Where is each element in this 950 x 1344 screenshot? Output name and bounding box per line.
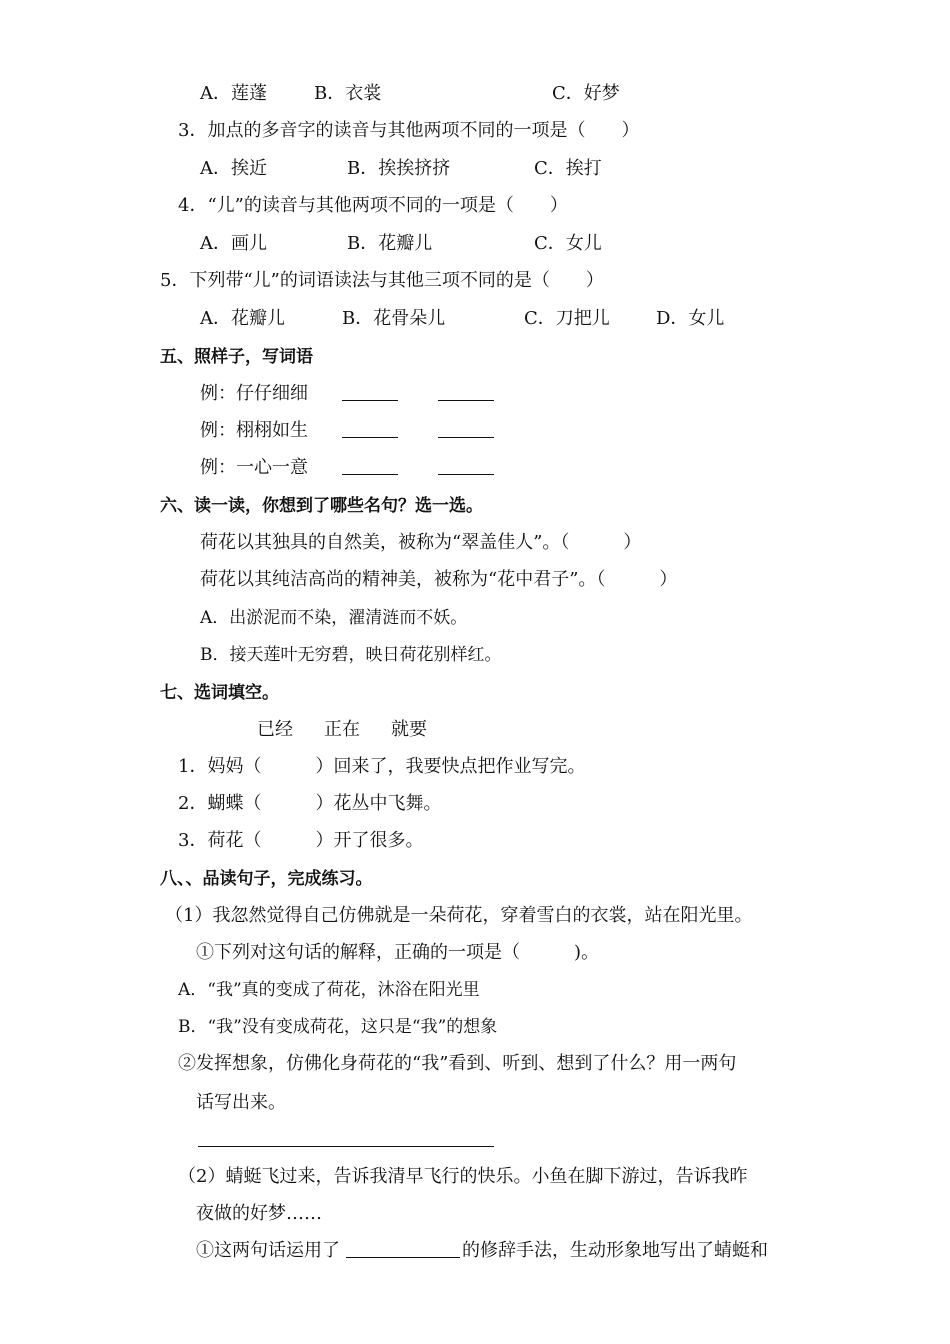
passage-1: （1）我忽然觉得自己仿佛就是一朵荷花，穿着雪白的衣裳，站在阳光里。: [165, 905, 753, 926]
word-choice-3: 就要: [391, 719, 427, 740]
answer-blank[interactable]: [342, 437, 398, 438]
option-a: A．花瓣儿: [200, 308, 285, 329]
option-a: A．画儿: [200, 233, 267, 254]
example-3: 例：一心一意: [200, 457, 308, 478]
answer-blank[interactable]: [342, 474, 398, 475]
example-1: 例：仔仔细细: [200, 383, 308, 404]
rhetoric-blank[interactable]: [346, 1257, 460, 1258]
quote-a: A．出淤泥而不染，濯清涟而不妖。: [200, 608, 468, 628]
question-3: 3．加点的多音字的读音与其他两项不同的一项是（ ）: [178, 120, 640, 141]
passage-2-cont: 夜做的好梦……: [196, 1203, 322, 1224]
fill-question-3: 3．荷花（ ）开了很多。: [178, 830, 424, 851]
answer-a: A．“我”真的变成了荷花，沐浴在阳光里: [178, 980, 480, 1000]
sub-question-1: ①下列对这句话的解释，正确的一项是（ )。: [196, 942, 600, 963]
statement-2: 荷花以其纯洁高尚的精神美，被称为“花中君子”。（ ）: [200, 569, 678, 590]
example-2: 例：栩栩如生: [200, 420, 308, 441]
rhetoric-question-suffix: 的修辞手法，生动形象地写出了蜻蜓和: [462, 1240, 768, 1261]
sub-question-2: ②发挥想象，仿佛化身荷花的“我”看到、听到、想到了什么？用一两句: [178, 1053, 737, 1074]
option-a: A．挨近: [200, 158, 267, 179]
answer-b: B．“我”没有变成荷花，这只是“我”的想象: [178, 1017, 498, 1037]
question-4: 4．“儿”的读音与其他两项不同的一项是（ ）: [178, 195, 568, 216]
option-c: C．挨打: [534, 158, 602, 179]
fill-question-1: 1．妈妈（ ）回来了，我要快点把作业写完。: [178, 756, 586, 777]
fill-question-2: 2．蝴蝶（ ）花丛中飞舞。: [178, 793, 442, 814]
section-7-heading: 七、选词填空。: [160, 683, 279, 703]
answer-blank[interactable]: [438, 400, 494, 401]
option-c: C．刀把儿: [524, 308, 610, 329]
section-8-heading: 八、、品读句子，完成练习。: [160, 869, 373, 889]
option-c: C．好梦: [552, 83, 620, 104]
word-choice-1: 已经: [257, 719, 293, 740]
writing-line[interactable]: [198, 1146, 494, 1147]
quote-b: B．接天莲叶无穷碧，映日荷花别样红。: [200, 645, 502, 665]
option-b: B．花骨朵儿: [342, 308, 446, 329]
question-5: 5．下列带“儿”的词语读法与其他三项不同的是（ ）: [160, 270, 604, 291]
answer-blank[interactable]: [342, 400, 398, 401]
word-choice-2: 正在: [324, 719, 360, 740]
rhetoric-question-prefix: ①这两句话运用了: [196, 1240, 340, 1261]
section-5-heading: 五、照样子，写词语: [160, 347, 313, 367]
passage-2: （2）蜻蜓飞过来，告诉我清早飞行的快乐。小鱼在脚下游过，告诉我昨: [178, 1166, 748, 1187]
answer-blank[interactable]: [438, 474, 494, 475]
option-c: C．女儿: [534, 233, 602, 254]
option-b: B．挨挨挤挤: [347, 158, 451, 179]
option-b: B．花瓣儿: [347, 233, 433, 254]
option-d: D．女儿: [656, 308, 725, 329]
option-a: A．莲蓬: [200, 83, 267, 104]
statement-1: 荷花以其独具的自然美，被称为“翠盖佳人”。（ ）: [200, 532, 642, 553]
sub-question-2-cont: 话写出来。: [196, 1092, 286, 1113]
section-6-heading: 六、读一读，你想到了哪些名句？选一选。: [160, 496, 483, 516]
answer-blank[interactable]: [438, 437, 494, 438]
option-b: B．衣裳: [314, 83, 382, 104]
